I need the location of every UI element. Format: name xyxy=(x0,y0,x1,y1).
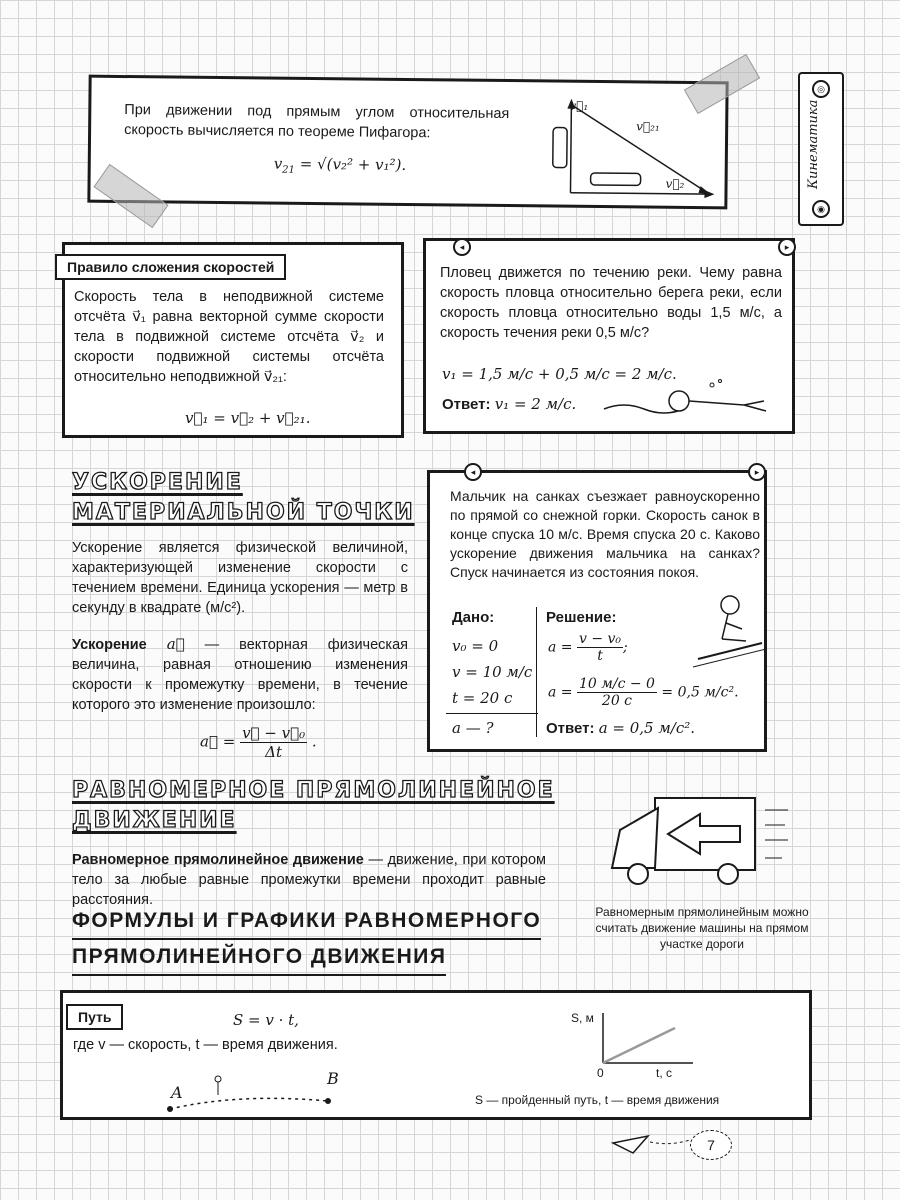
swimmer-text: Пловец движется по течению реки. Чему равна скорость пловца относительно берега реки, если скорость пловца относительно воды 1,5 м/с, а скорость течения реки 0,5 м/с? xyxy=(440,265,782,341)
paper-plane-icon xyxy=(608,1128,698,1168)
velocity-triangle-diagram xyxy=(530,92,721,204)
right-arrow-icon: ▸ xyxy=(748,463,766,481)
swimmer-calculation: v₁ = 1,5 м/с + 0,5 м/с = 2 м/с. xyxy=(442,365,677,383)
chart-x-label: t, с xyxy=(656,1066,673,1080)
pythagoras-text: При движении под прямым углом относительная скорость вычисляется по теореме Пифагора: xyxy=(124,102,510,142)
solution-label: Решение: xyxy=(546,609,617,626)
truck-caption: Равномерным прямолинейным можно считать движение машины на прямом участке дороги xyxy=(595,905,809,951)
given-divider xyxy=(446,713,538,714)
formulas-heading: ФОРМУЛЫ И ГРАФИКИ РАВНОМЕРНОГО ПРЯМОЛИНЕЙНОГО ДВИЖЕНИЯ xyxy=(72,904,541,976)
chart-y-label: S, м xyxy=(571,1011,594,1025)
truck-illustration xyxy=(600,790,790,900)
acceleration-definition: Ускорение является физической величиной, характеризующей изменение скорости с течением времени. Единица ускорения — метр в секунду в квадрате (м/с²). xyxy=(72,540,408,616)
rule-text: Скорость тела в неподвижной системе отсчёта v⃗₁ равна векторной сумме скорости тела в подвижной системе отсчёта v⃗₂ и скорости подвижной системы отсчёта относительно неподвижной v⃗₂₁: xyxy=(74,289,384,385)
right-arrow-icon: ▸ xyxy=(778,238,796,256)
path-formula: S = v · t, xyxy=(233,1011,299,1029)
pythagoras-formula: $v_{21} = √(v_2^2 + v_1^2)$. xyxy=(273,154,407,176)
uniform-motion-definition: Равномерное прямолинейное движение — движение, при котором тело за любые равные промежутки времени проходит равные расстояния. xyxy=(72,852,546,908)
path-box xyxy=(60,990,812,1120)
left-arrow-icon: ◂ xyxy=(464,463,482,481)
given-label: Дано: xyxy=(452,609,495,626)
point-b-label: B xyxy=(327,1069,339,1088)
page-number: 7 xyxy=(690,1130,732,1160)
swimmer-answer: Ответ: v₁ = 2 м/с. xyxy=(442,395,577,413)
solution-divider xyxy=(536,607,537,737)
path-where-text: где v — скорость, t — время движения. xyxy=(73,1037,338,1053)
circle-marker-icon: ◎ xyxy=(812,80,830,98)
sidebar-tab xyxy=(798,72,844,226)
sled-text: Мальчик на санках съезжает равноускоренно по прямой со снежной горки. Скорость санок в конце спуска 10 м/с. Время спуска 20 с. Каково ускорение движения мальчика на санках? Спуск начинается из состояния покоя. xyxy=(450,488,760,580)
v2-label: v⃗₂ xyxy=(665,176,685,191)
v21-label: v⃗₂₁ xyxy=(636,119,660,134)
point-a-label: A xyxy=(171,1083,183,1102)
circle-marker-icon: ◉ xyxy=(812,200,830,218)
car-icon xyxy=(553,128,567,168)
chart-caption: S — пройденный путь, t — время движения xyxy=(475,1093,720,1107)
chart-origin-label: 0 xyxy=(597,1066,604,1080)
path-tab-label: Путь xyxy=(66,1004,123,1030)
sidebar-label: Кинематика xyxy=(806,99,821,189)
sled-answer: Ответ: a = 0,5 м/с². xyxy=(546,719,696,737)
left-arrow-icon: ◂ xyxy=(453,238,471,256)
sled-boy-illustration xyxy=(688,591,768,671)
acceleration-heading: УСКОРЕНИЕ МАТЕРИАЛЬНОЙ ТОЧКИ xyxy=(72,470,415,525)
uniform-motion-heading: РАВНОМЕРНОЕ ПРЯМОЛИНЕЙНОЕ ДВИЖЕНИЕ xyxy=(72,778,555,833)
pythagoras-box xyxy=(87,75,728,210)
sled-problem-box xyxy=(427,467,767,752)
swimmer-problem-box xyxy=(423,238,795,434)
given-values: v₀ = 0 v = 10 м/с t = 20 с xyxy=(452,637,533,707)
acceleration-formula: a⃗ = $\frac{\text{v⃗ − v⃗₀}}{\Delta t}$ . xyxy=(200,724,317,761)
solution-formula: a = $\frac{\text{v − v₀}}{t}$ ; xyxy=(548,631,628,664)
swimmer-illustration xyxy=(594,377,784,427)
rule-tab-label: Правило сложения скоростей xyxy=(55,254,286,280)
solution-calculation: a = $\frac{10 м/с - 0}{20 с}$ = 0,5 м/с². xyxy=(548,676,739,709)
car-icon xyxy=(591,173,641,186)
series-line xyxy=(603,1028,675,1063)
acceleration-vector-definition: Ускорение a⃗ — векторная физическая величина, равная отношению изменения скорости к промежутку времени, в течение которого это изменение произошло: xyxy=(72,635,409,713)
v1-label: v⃗₁ xyxy=(569,98,589,113)
find-value: a — ? xyxy=(452,719,494,737)
rule-formula: v⃗₁ = v⃗₂ + v⃗₂₁. xyxy=(185,409,311,427)
